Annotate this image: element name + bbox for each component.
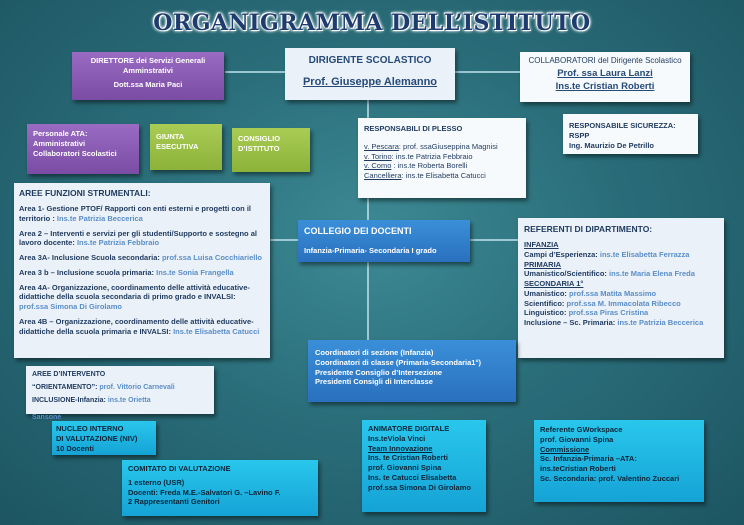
intervento-label: AREE D’INTERVENTO (32, 371, 106, 378)
funzioni-item: Area 4B – Organizzazione, coordinamento delle attività educative-didattiche della scuola primaria e INVALSI: Ins.te Elisabetta Catucci (19, 316, 260, 336)
referenti-primaria-head: PRIMARIA (524, 259, 562, 269)
dsga-label: DIRETTORE dei Servizi Generali Amminstrativi (90, 56, 206, 75)
coordinatori-box (308, 340, 516, 402)
collegio-sub: Infanzia-Primaria- Secondaria I grado (304, 245, 437, 255)
dirigente-box (285, 48, 455, 100)
plesso-row: v. Como : ins.te Roberta Borelli (364, 161, 468, 171)
consiglio-box (232, 128, 310, 172)
gworkspace-label: Referente GWorkspace (540, 425, 623, 434)
comitato-line-2: Docenti: Freda M.E.-Salvatori G. –Lavino F. (128, 487, 281, 497)
plesso-box (358, 118, 526, 198)
coordinatori-line: Presidenti Consigli di Interclasse (315, 377, 433, 387)
referenti-row: Umanistico/Scientifico: ins.te Maria Elena Freda (524, 269, 695, 279)
animatore-team: Team Innovazione (368, 443, 433, 453)
collaboratori-box (520, 52, 690, 102)
dirigente-name: Prof. Giuseppe Alemanno (302, 76, 438, 88)
coordinatori-line: Coordinatori di sezione (Infanzia) (315, 348, 434, 357)
niv-line-2: DI VALUTAZIONE (NIV) (56, 433, 138, 443)
giunta-box (150, 124, 222, 170)
collaboratori-label: COLLABORATORI del Dirigente Scolastico (528, 56, 682, 65)
referenti-row: Inclusione – Sc. Primaria: ins.te Patrizia Beccerica (524, 318, 704, 328)
referenti-row: Campi d’Esperienza: ins.te Elisabetta Ferrazza (524, 249, 690, 259)
comitato-box (122, 460, 318, 516)
animatore-box (362, 420, 486, 512)
intervento-orientamento: “ORIENTAMENTO”: prof. Vittorio Carnevali (32, 384, 175, 392)
funzioni-label: AREE FUNZIONI STRUMENTALI: (19, 188, 151, 198)
plesso-label: RESPONSABILI DI PLESSO (364, 124, 463, 133)
consiglio-line-1: CONSIGLIO (238, 134, 281, 143)
dsga-name: Dott.ssa Maria Paci (113, 79, 183, 89)
funzioni-item: Area 1- Gestione PTOF/ Rapporti con enti esterni e progetti con il territorio : Ins.te Patrizia Beccerica (19, 204, 251, 223)
gworkspace-name: prof. Giovanni Spina (540, 434, 614, 444)
intervento-inclusione-name-overflow: Sansone (32, 414, 62, 421)
funzioni-item: Area 3A- Inclusione Scuola secondaria: prof.ssa Luisa Cocchiariello (19, 253, 262, 263)
animatore-member: prof. Giovanni Spina (368, 463, 442, 472)
gworkspace-line-1: Sc. Infanzia-Primaria –ATA: (540, 454, 637, 464)
personale-ata-box (27, 124, 139, 174)
personale-ata-line-3: Collaboratori Scolastici (33, 148, 117, 158)
animatore-member: Ins. te Catucci Elisabetta (368, 472, 457, 482)
sicurezza-line-2: Ing. Maurizio De Petrillo (569, 140, 655, 150)
intervento-box (26, 366, 214, 414)
referenti-infanzia-head: INFANZIA (524, 240, 559, 250)
plesso-row: v. Pescara: prof. ssaGiuseppina Magnisi (364, 141, 498, 151)
gworkspace-line-3: Sc. Secondaria: prof. Valentino Zuccari (540, 473, 680, 483)
giunta-line-1: GIUNTA (156, 132, 185, 141)
animatore-name: Ins.teViola Vinci (368, 433, 426, 443)
giunta-line-2: ESECUTIVA (156, 141, 199, 151)
collegio-box (298, 220, 470, 262)
niv-box (52, 421, 156, 455)
personale-ata-line-1: Personale ATA: (33, 129, 88, 138)
animatore-member: prof.ssa Simona Di Girolamo (368, 482, 471, 492)
sicurezza-box (563, 114, 698, 154)
plesso-row: Cancelliera: ins.te Elisabetta Catucci (364, 171, 486, 180)
comitato-line-1: 1 esterno (USR) (128, 477, 185, 487)
funzioni-item: Area 3 b – Inclusione scuola primaria: Ins.te Sonia Frangella (19, 267, 234, 277)
gworkspace-commissione: Commissione (540, 444, 590, 454)
page-title: ORGANIGRAMMA DELL’ISTITUTO (153, 10, 591, 36)
coordinatori-line: Coordinatori di classe (Primaria-Secondaria1°) (315, 357, 481, 367)
referenti-row: Linguistico: prof.ssa Piras Cristina (524, 308, 649, 318)
personale-ata-line-2: Amministrativi (33, 138, 86, 148)
dirigente-label: DIRIGENTE SCOLASTICO (308, 55, 432, 66)
funzioni-item: Area 4A- Organizzazione, coordinamento delle attività educative-didattiche della scuola secondaria di primo grado e INVALSI: prof.ssa Simona Di Girolamo (19, 282, 250, 312)
plesso-row: v. Torino: ins.te Patrizia Febbraio (364, 151, 473, 161)
dsga-box (72, 52, 224, 100)
collaboratori-name-1: Prof. ssa Laura Lanzi (557, 68, 653, 80)
comitato-label: COMITATO DI VALUTAZIONE (128, 464, 231, 473)
comitato-line-3: 2 Rappresentanti Genitori (128, 497, 220, 507)
referenti-box (518, 218, 724, 358)
animatore-label: ANIMATORE DIGITALE (368, 424, 450, 433)
funzioni-item: Area 2 – Interventi e servizi per gli studenti/Supporto e sostegno al lavoro docente: Ins.te Patrizia Febbraio (19, 228, 257, 248)
collaboratori-name-2: Ins.te Cristian Roberti (555, 80, 655, 92)
animatore-member: Ins. te Cristian Roberti (368, 453, 449, 463)
referenti-label: REFERENTI DI DIPARTIMENTO: (524, 224, 653, 234)
referenti-row: Umanistico: prof.ssa Matita Massimo (524, 288, 657, 298)
sicurezza-line-1: RESPONSABILE SICUREZZA: RSPP (569, 121, 676, 140)
niv-line-1: NUCLEO INTERNO (56, 424, 124, 433)
gworkspace-box (534, 420, 704, 502)
coordinatori-line: Presidente Consiglio d’Intersezione (315, 367, 443, 377)
funzioni-box (14, 183, 270, 358)
referenti-secondaria-head: SECONDARIA 1° (524, 279, 584, 289)
consiglio-line-2: D’ISTITUTO (238, 143, 280, 153)
niv-line-3: 10 Docenti (56, 443, 94, 453)
collegio-label: COLLEGIO DEI DOCENTI (304, 226, 412, 236)
intervento-inclusione: INCLUSIONE-Infanzia: ins.te Orietta (32, 397, 151, 405)
gworkspace-line-2: ins.teCristian Roberti (540, 464, 616, 473)
referenti-row: Scientifico: prof.ssa M. Immacolata Ribecco (524, 298, 681, 308)
